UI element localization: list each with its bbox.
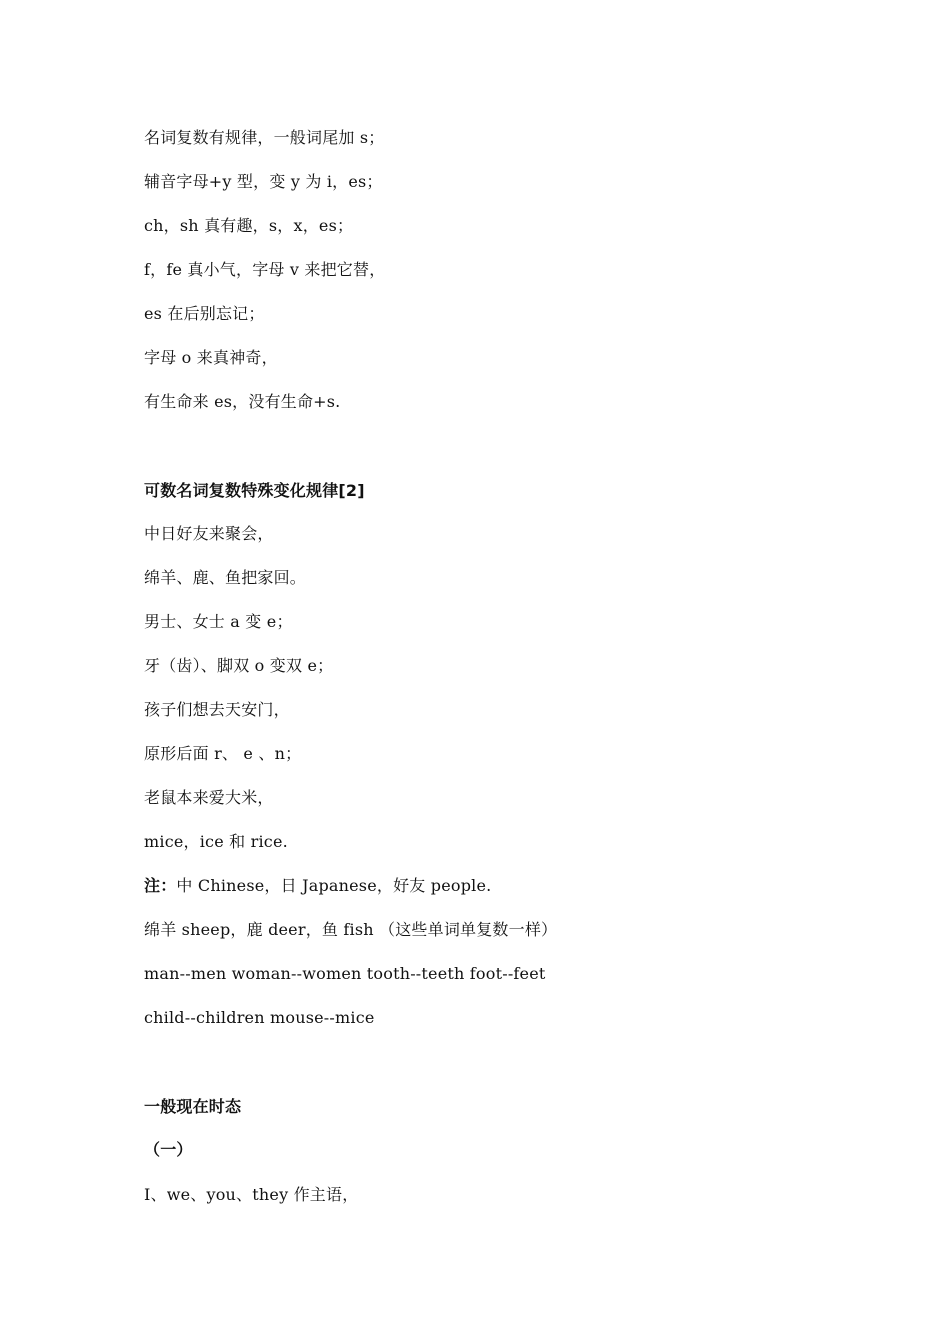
rule-line-6: 字母 o 来真神奇，: [144, 348, 278, 367]
rhyme-line-8: mice，ice 和 rice.: [144, 832, 288, 851]
rhyme-line-2: 绵羊、鹿、鱼把家回。: [144, 568, 307, 587]
note-line: [144, 875, 491, 897]
rhyme-line-7: 老鼠本来爱大米，: [144, 788, 274, 807]
section-heading-simple-present: 一般现在时态: [144, 1097, 242, 1116]
rule-line-4: f，fe 真小气，字母 v 来把它替，: [144, 260, 386, 279]
present-line-1: I、we、you、they 作主语，: [144, 1185, 359, 1204]
rule-line-3: ch，sh 真有趣，s，x，es；: [144, 216, 354, 235]
note-text: 中 Chinese，日 Japanese，好友 people.: [176, 876, 492, 895]
rhyme-line-3: 男士、女士 a 变 e；: [144, 612, 293, 631]
rhyme-line-5: 孩子们想去天安门，: [144, 700, 290, 719]
example-line-2: man--men woman--women tooth--teeth foot--feet: [144, 964, 546, 983]
rule-line-2: 辅音字母+y 型，变 y 为 i，es；: [144, 172, 383, 191]
rule-line-5: es 在后别忘记；: [144, 304, 265, 323]
section-heading-plural-irregular: 可数名词复数特殊变化规律[2]: [144, 481, 365, 500]
example-line-3: child--children mouse--mice: [144, 1008, 375, 1027]
note-label: 注：: [144, 876, 177, 895]
example-line-1: 绵羊 sheep，鹿 deer，鱼 fish （这些单词单复数一样）: [144, 920, 558, 939]
section-subheading-1: （一）: [144, 1140, 193, 1159]
rhyme-line-1: 中日好友来聚会，: [144, 524, 274, 543]
rhyme-line-4: 牙（齿）、脚双 o 变双 e；: [144, 656, 334, 675]
rhyme-line-6: 原形后面 r、 e 、n；: [144, 744, 302, 763]
rule-line-1: 名词复数有规律，一般词尾加 s；: [144, 128, 385, 147]
rule-line-7: 有生命来 es，没有生命+s.: [144, 392, 341, 411]
